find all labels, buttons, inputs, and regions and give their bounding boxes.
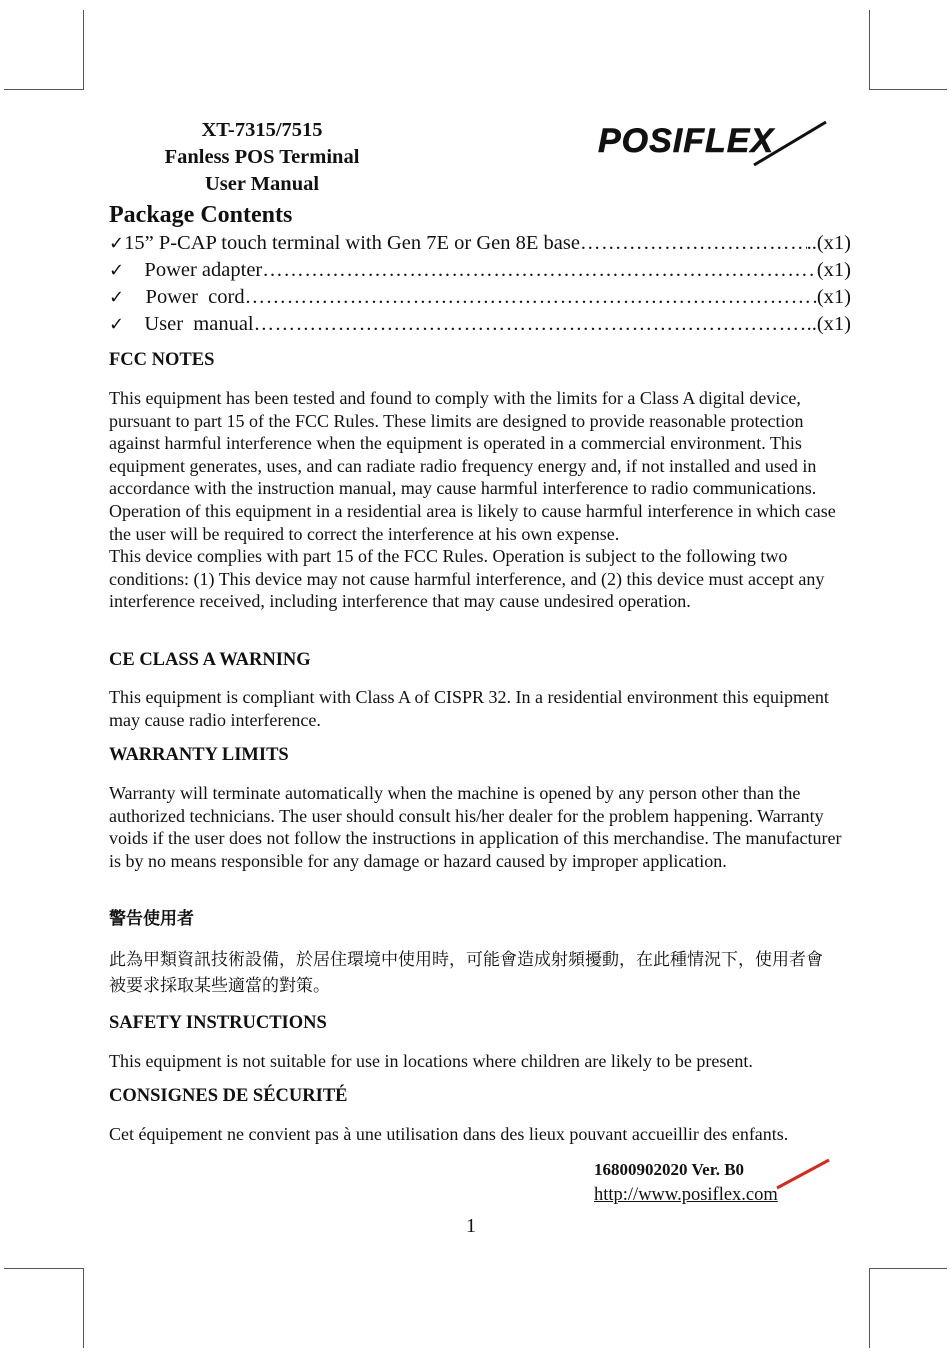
checkmark-icon: ✓ <box>109 260 125 281</box>
document-title-block <box>152 117 372 198</box>
leader-dots <box>254 311 807 338</box>
item-label: Power cord <box>145 286 245 308</box>
crop-mark <box>4 89 84 90</box>
item-quantity: (x1) <box>816 286 851 308</box>
item-label: Power adapter <box>144 259 263 281</box>
accent-slash <box>773 1156 833 1192</box>
paragraph: This equipment has been tested and found to comply with the limits for a Class A digital device, pursuant to part 15 of the FCC Rules. These limits are designed to provide reasonable protection against harmful interference when the equipment is operated in a commercial environment. This equipment generates, uses, and can radiate radio frequency energy and, if not installed and used in accordance with the instruction manual, may cause harmful interference to radio communications. Operation of this equipment in a residential area is likely to cause harmful interference in which case the user will be required to correct the interference at his own expense. <box>109 388 836 544</box>
page-number: 1 <box>466 1215 476 1237</box>
ce-warning-heading: CE CLASS A WARNING <box>109 650 311 670</box>
ce-warning-body: This equipment is compliant with Class A of CISPR 32. In a residential environment this equipment may cause radio interference. <box>109 687 829 730</box>
item-label: 15” P-CAP touch terminal with Gen 7E or Gen 8E base <box>124 232 580 254</box>
crop-mark <box>83 10 84 90</box>
posiflex-logo <box>594 118 830 166</box>
crop-mark <box>869 89 947 90</box>
safety-instructions-heading: SAFETY INSTRUCTIONS <box>109 1013 327 1033</box>
fcc-notes-heading: FCC NOTES <box>109 350 215 370</box>
item-quantity: ..(x1) <box>806 313 851 335</box>
warranty-body: Warranty will terminate automatically when the machine is opened by any person other than the authorized technicians. The user should consult his/her dealer for the problem happening. Warranty voids if the user does not follow the instructions in application of this merchandise. The manufacturer is by no means responsible for any damage or hazard caused by improper application. <box>109 783 842 871</box>
list-item <box>109 230 851 257</box>
list-item <box>109 284 851 311</box>
crop-mark <box>4 1268 84 1269</box>
leader-dots <box>580 230 807 257</box>
model-number: XT-7315/7515 <box>201 119 323 141</box>
leader-dots <box>245 284 817 311</box>
item-quantity: (x1) <box>816 259 851 281</box>
crop-mark <box>869 1268 870 1348</box>
paragraph: This device complies with part 15 of the FCC Rules. Operation is subject to the following two conditions: (1) This device may not cause harmful interference, and (2) this device must accept any interference received, including interference that may cause undesired operation. <box>109 546 825 612</box>
document-type: User Manual <box>204 173 320 195</box>
crop-mark <box>869 10 870 90</box>
item-quantity: ..(x1) <box>806 232 851 254</box>
logo-text: POSIFLEX <box>598 122 775 160</box>
checkmark-icon: ✓ <box>109 314 125 335</box>
list-item <box>109 257 851 284</box>
safety-instructions-body: This equipment is not suitable for use in locations where children are likely to be present. <box>109 1051 753 1071</box>
warranty-heading: WARRANTY LIMITS <box>109 745 289 765</box>
consignes-securite-body: Cet équipement ne convient pas à une utilisation dans des lieux pouvant accueillir des enfants. <box>109 1124 789 1144</box>
checkmark-icon: ✓ <box>109 233 125 254</box>
taiwan-warning-heading: 警告使用者 <box>109 909 194 929</box>
package-contents-list <box>109 230 851 338</box>
website-link[interactable]: http://www.posiflex.com <box>594 1185 778 1205</box>
package-contents-heading: Package Contents <box>109 202 293 228</box>
product-name: Fanless POS Terminal <box>164 146 360 168</box>
list-item <box>109 311 851 338</box>
checkmark-icon: ✓ <box>109 287 125 308</box>
fcc-notes-body <box>109 387 849 613</box>
crop-mark <box>83 1268 84 1348</box>
crop-mark <box>869 1268 947 1269</box>
document-version-code: 16800902020 Ver. B0 <box>594 1160 745 1179</box>
item-label: User manual <box>144 313 254 335</box>
leader-dots <box>262 257 817 284</box>
taiwan-warning-body: 此為甲類資訊技術設備，於居住環境中使用時，可能會造成射頻擾動，在此種情況下，使用者會被要求採取某些適當的對策。 <box>109 950 823 996</box>
consignes-securite-heading: CONSIGNES DE SÉCURITÉ <box>109 1086 348 1106</box>
